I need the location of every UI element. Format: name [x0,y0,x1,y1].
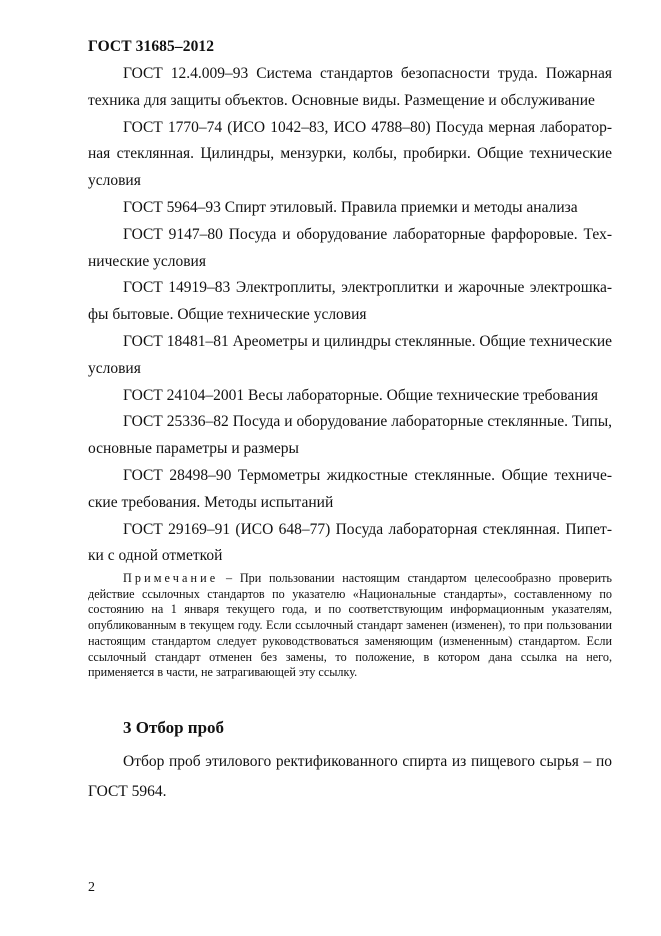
reference-item: ГОСТ 1770–74 (ИСО 1042–83, ИСО 4788–80) Посуда мерная лабораторная стеклянная. Цилиндры, мензурки, колбы, пробирки. Общие технические условия [88,118,612,190]
reference-item: ГОСТ 14919–83 Электроплиты, электроплитки и жарочные электрошкафы бытовые. Общие технические условия [88,279,612,324]
note-text: – При пользовании настоящим стандартом целесообразно проверить действие ссылочных стандартов по указателю «Национальные стандарты», составленному по состоянию на 1 января текущего года, и по соответствующим информационным указателям, опубликованным в текущем году. Если ссылочный стандарт заменен (изменен), то при пользовании настоящим стандартом следует руководствоваться заменяющим (измененным) стандартом. Если ссылочный стандарт отменен без замены, то положение, в котором дана ссылка на него, применяется в части, не затрагивающей эту ссылку. [88,571,612,680]
page-number: 2 [88,880,95,895]
normative-references-list [88,61,612,570]
note-label: Примечание [123,571,219,585]
document-code-header: ГОСТ 31685–2012 [88,38,215,55]
reference-item: ГОСТ 28498–90 Термометры жидкостные стеклянные. Общие технические требования. Методы испытаний [88,466,612,511]
reference-item: ГОСТ 25336–82 Посуда и оборудование лабораторные стеклянные. Типы, основные параметры и размеры [88,413,612,458]
section-heading: 3 Отбор проб [123,718,225,737]
reference-item: ГОСТ 24104–2001 Весы лабораторные. Общие технические требования [123,386,598,404]
reference-item: ГОСТ 29169–91 (ИСО 648–77) Посуда лабораторная стеклянная. Пипетки с одной отметкой [88,520,612,565]
reference-item: ГОСТ 5964–93 Спирт этиловый. Правила приемки и методы анализа [123,198,578,216]
reference-item: ГОСТ 18481–81 Ареометры и цилиндры стеклянные. Общие технические условия [88,332,612,377]
reference-item: ГОСТ 9147–80 Посуда и оборудование лабораторные фарфоровые. Технические условия [88,225,612,270]
note-paragraph [88,571,612,681]
reference-item: ГОСТ 12.4.009–93 Система стандартов безопасности труда. Пожарная техника для защиты объектов. Основные виды. Размещение и обслуживание [88,65,612,109]
section-body-text: Отбор проб этилового ректификованного спирта из пищевого сырья – по ГОСТ 5964. [88,753,612,800]
